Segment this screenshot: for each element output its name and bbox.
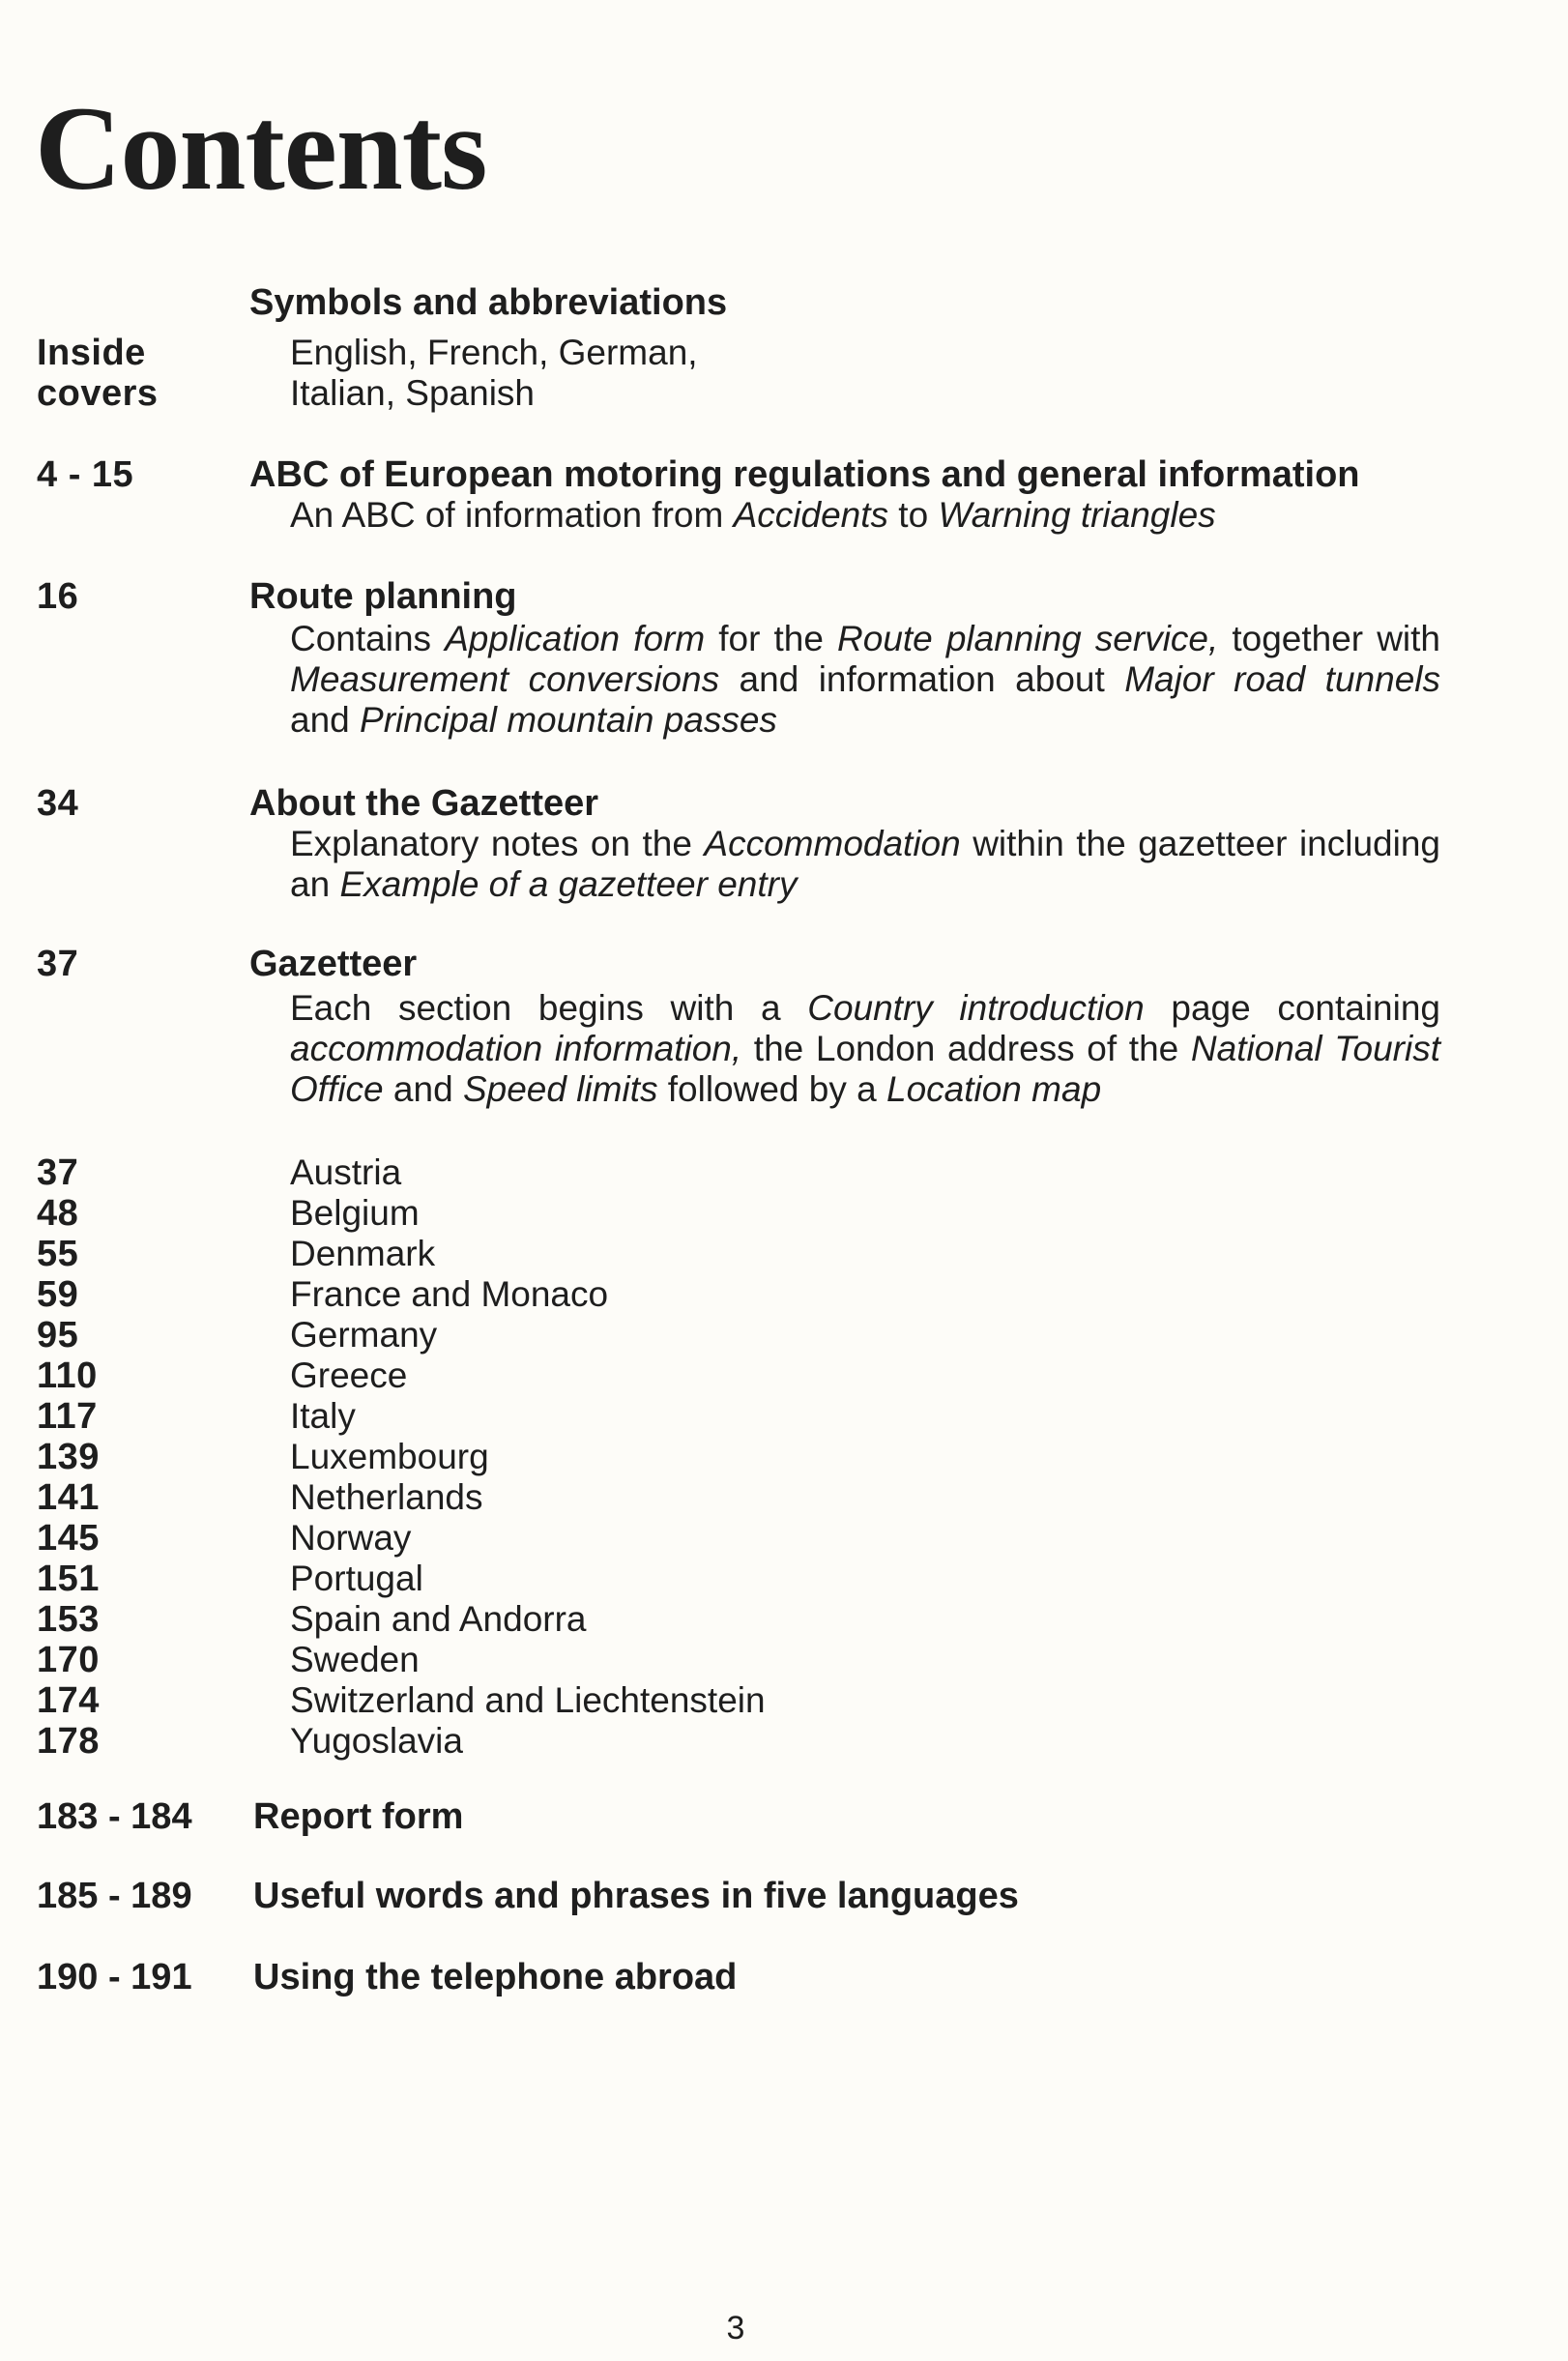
page-number: 3 <box>726 2310 745 2346</box>
list-item[interactable] <box>0 1152 967 1193</box>
country-name: France and Monaco <box>290 1274 609 1314</box>
list-item[interactable] <box>0 1721 967 1762</box>
country-name: Spain and Andorra <box>290 1599 587 1639</box>
list-item[interactable] <box>0 1315 967 1355</box>
toc-description: English, French, German, Italian, Spanish <box>290 333 698 413</box>
country-name: Germany <box>290 1315 438 1355</box>
toc-description: An ABC of information from Accidents to Warning triangles <box>290 495 1216 535</box>
toc-page-number: 174 <box>37 1680 100 1721</box>
toc-page-number: 110 <box>37 1355 98 1396</box>
toc-page-number: 190 - 191 <box>37 1957 192 1997</box>
toc-page-number: 145 <box>37 1518 100 1559</box>
toc-heading: Report form <box>253 1796 464 1837</box>
toc-description: Each section begins with a Country introduction page containing accommodation information, the London address of the National Tourist Office and Speed limits followed by a Location map <box>290 988 1441 1109</box>
list-item[interactable] <box>0 1680 967 1721</box>
toc-heading[interactable]: About the Gazetteer <box>249 783 599 824</box>
toc-page-number: 178 <box>37 1721 100 1762</box>
toc-page-number: 95 <box>37 1315 79 1355</box>
toc-heading: Using the telephone abroad <box>253 1957 738 1997</box>
toc-heading[interactable]: Gazetteer <box>249 944 418 984</box>
toc-page-number: 139 <box>37 1437 100 1477</box>
country-name: Yugoslavia <box>290 1721 463 1761</box>
toc-page-number: 59 <box>37 1274 79 1315</box>
country-name: Luxembourg <box>290 1437 489 1476</box>
toc-description: Explanatory notes on the Accommodation within the gazetteer including an Example of a gazetteer entry <box>290 824 1440 904</box>
country-name: Greece <box>290 1355 408 1395</box>
toc-heading[interactable]: Symbols and abbreviations <box>249 282 728 323</box>
toc-page-number: 183 - 184 <box>37 1796 192 1837</box>
country-name: Denmark <box>290 1234 436 1273</box>
toc-page-number: 37 <box>37 944 79 984</box>
toc-page-number: 55 <box>37 1234 79 1274</box>
list-item[interactable] <box>0 1599 967 1640</box>
toc-page-number: 34 <box>37 783 79 824</box>
page-title: Contents <box>35 82 487 215</box>
country-name: Portugal <box>290 1559 423 1598</box>
list-item[interactable] <box>0 1274 967 1315</box>
toc-page-number: 48 <box>37 1193 79 1234</box>
toc-description: Contains Application form for the Route planning service, together with Measurement conversions and information about Major road tunnels and Principal mountain passes <box>290 619 1440 740</box>
toc-page-number: 170 <box>37 1640 100 1680</box>
toc-page-number: Inside covers <box>37 333 159 414</box>
country-name: Italy <box>290 1396 356 1436</box>
list-item[interactable] <box>0 1559 967 1599</box>
list-item[interactable] <box>0 1477 967 1518</box>
list-item[interactable] <box>0 1640 967 1680</box>
list-item[interactable] <box>0 1518 967 1559</box>
list-item[interactable] <box>0 1437 967 1477</box>
country-name: Norway <box>290 1518 412 1558</box>
toc-heading: Useful words and phrases in five languages <box>253 1876 1019 1916</box>
toc-page-number: 141 <box>37 1477 100 1518</box>
toc-page-number: 117 <box>37 1396 98 1437</box>
toc-heading[interactable]: ABC of European motoring regulations and general information <box>249 454 1360 495</box>
country-name: Switzerland and Liechtenstein <box>290 1680 766 1720</box>
list-item[interactable] <box>0 1193 967 1234</box>
toc-page-number: 4 - 15 <box>37 454 134 495</box>
toc-page-number: 151 <box>37 1559 100 1599</box>
country-name: Belgium <box>290 1193 420 1233</box>
toc-page-number: 153 <box>37 1599 100 1640</box>
toc-heading[interactable]: Route planning <box>249 576 517 617</box>
country-name: Austria <box>290 1152 402 1192</box>
list-item[interactable] <box>0 1234 967 1274</box>
list-item[interactable] <box>0 1355 967 1396</box>
list-item[interactable] <box>0 1396 967 1437</box>
toc-page-number: 16 <box>37 576 79 617</box>
country-name: Sweden <box>290 1640 420 1679</box>
toc-page-number: 37 <box>37 1152 79 1193</box>
toc-page-number: 185 - 189 <box>37 1876 192 1916</box>
country-name: Netherlands <box>290 1477 483 1517</box>
